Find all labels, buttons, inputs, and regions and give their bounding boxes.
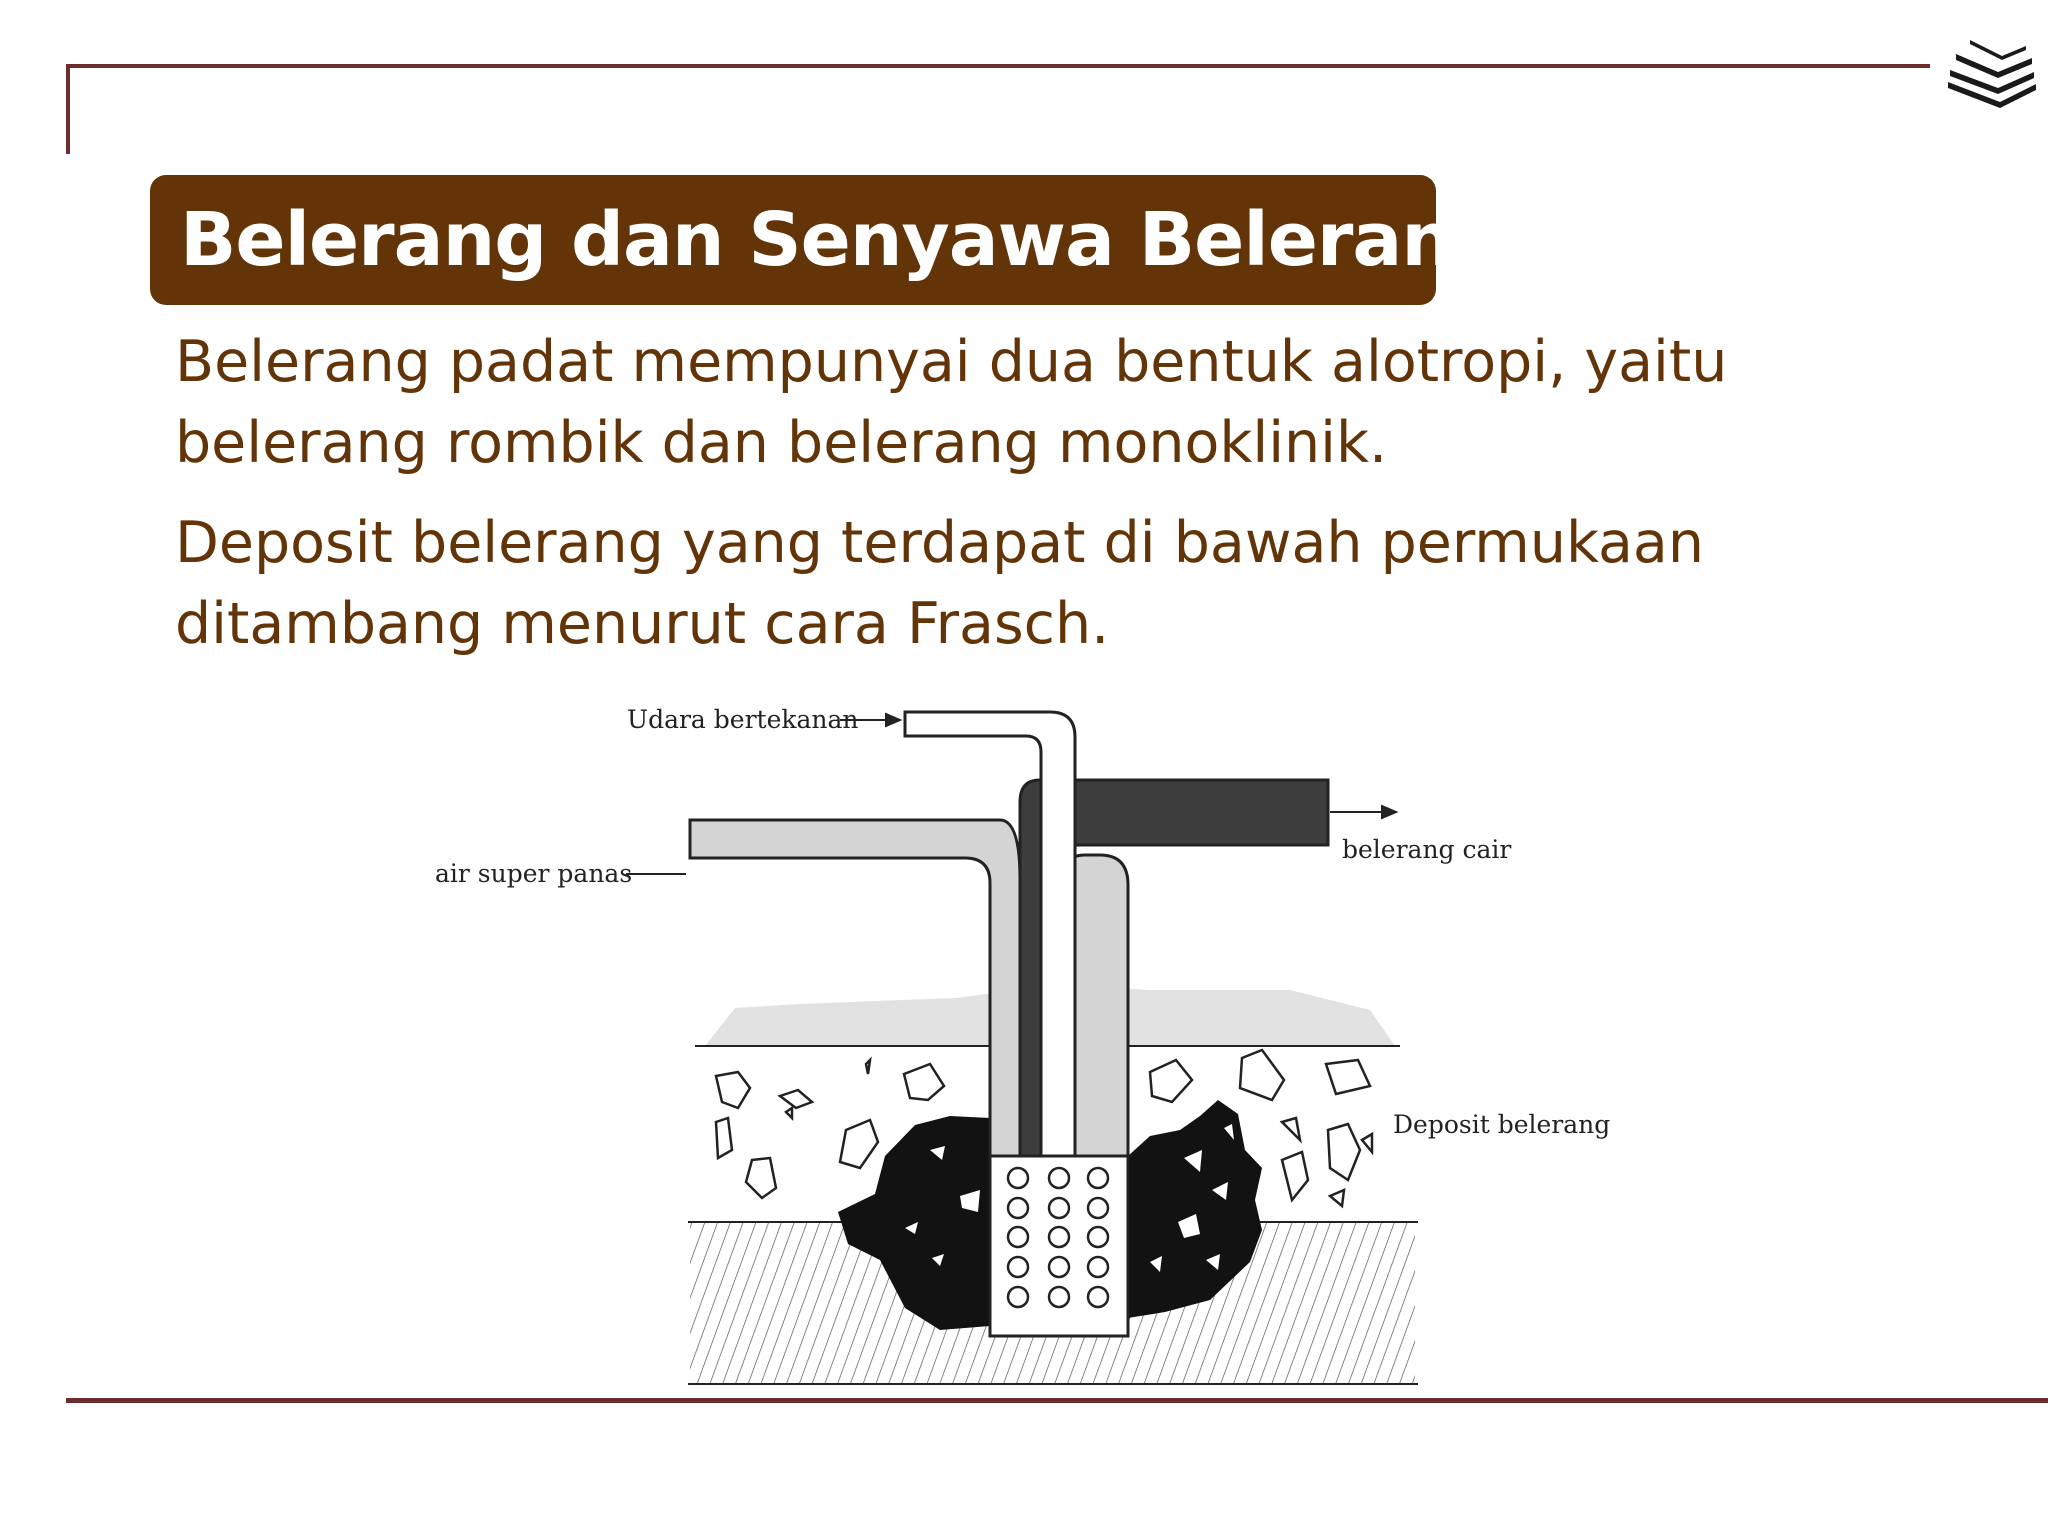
label-superheated-water: air super panas (435, 859, 633, 888)
compressed-air-arrowhead (886, 714, 900, 726)
frasch-process-diagram (420, 690, 1640, 1390)
stacked-books-logo-icon (1940, 30, 2040, 110)
frame-left-line (66, 64, 70, 154)
title-banner (150, 175, 1505, 305)
paragraph-frasch: Deposit belerang yang terdapat di bawah permukaan ditambang menurut cara Frasch. (175, 510, 1704, 657)
label-sulfur-deposit: Deposit belerang (1393, 1110, 1611, 1139)
label-compressed-air: Udara bertekanan (627, 705, 859, 734)
label-molten-sulfur: belerang cair (1342, 835, 1512, 864)
perforated-pipe-end (990, 1156, 1128, 1336)
page-title: Belerang dan Senyawa Belerang (180, 197, 1505, 283)
frame-bottom-line (66, 1398, 2048, 1403)
frame-top-line (66, 64, 1930, 68)
molten-sulfur-arrowhead (1382, 806, 1396, 818)
paragraph-allotropes: Belerang padat mempunyai dua bentuk alotropi, yaitu belerang rombik dan belerang monoklinik. (175, 329, 1728, 476)
